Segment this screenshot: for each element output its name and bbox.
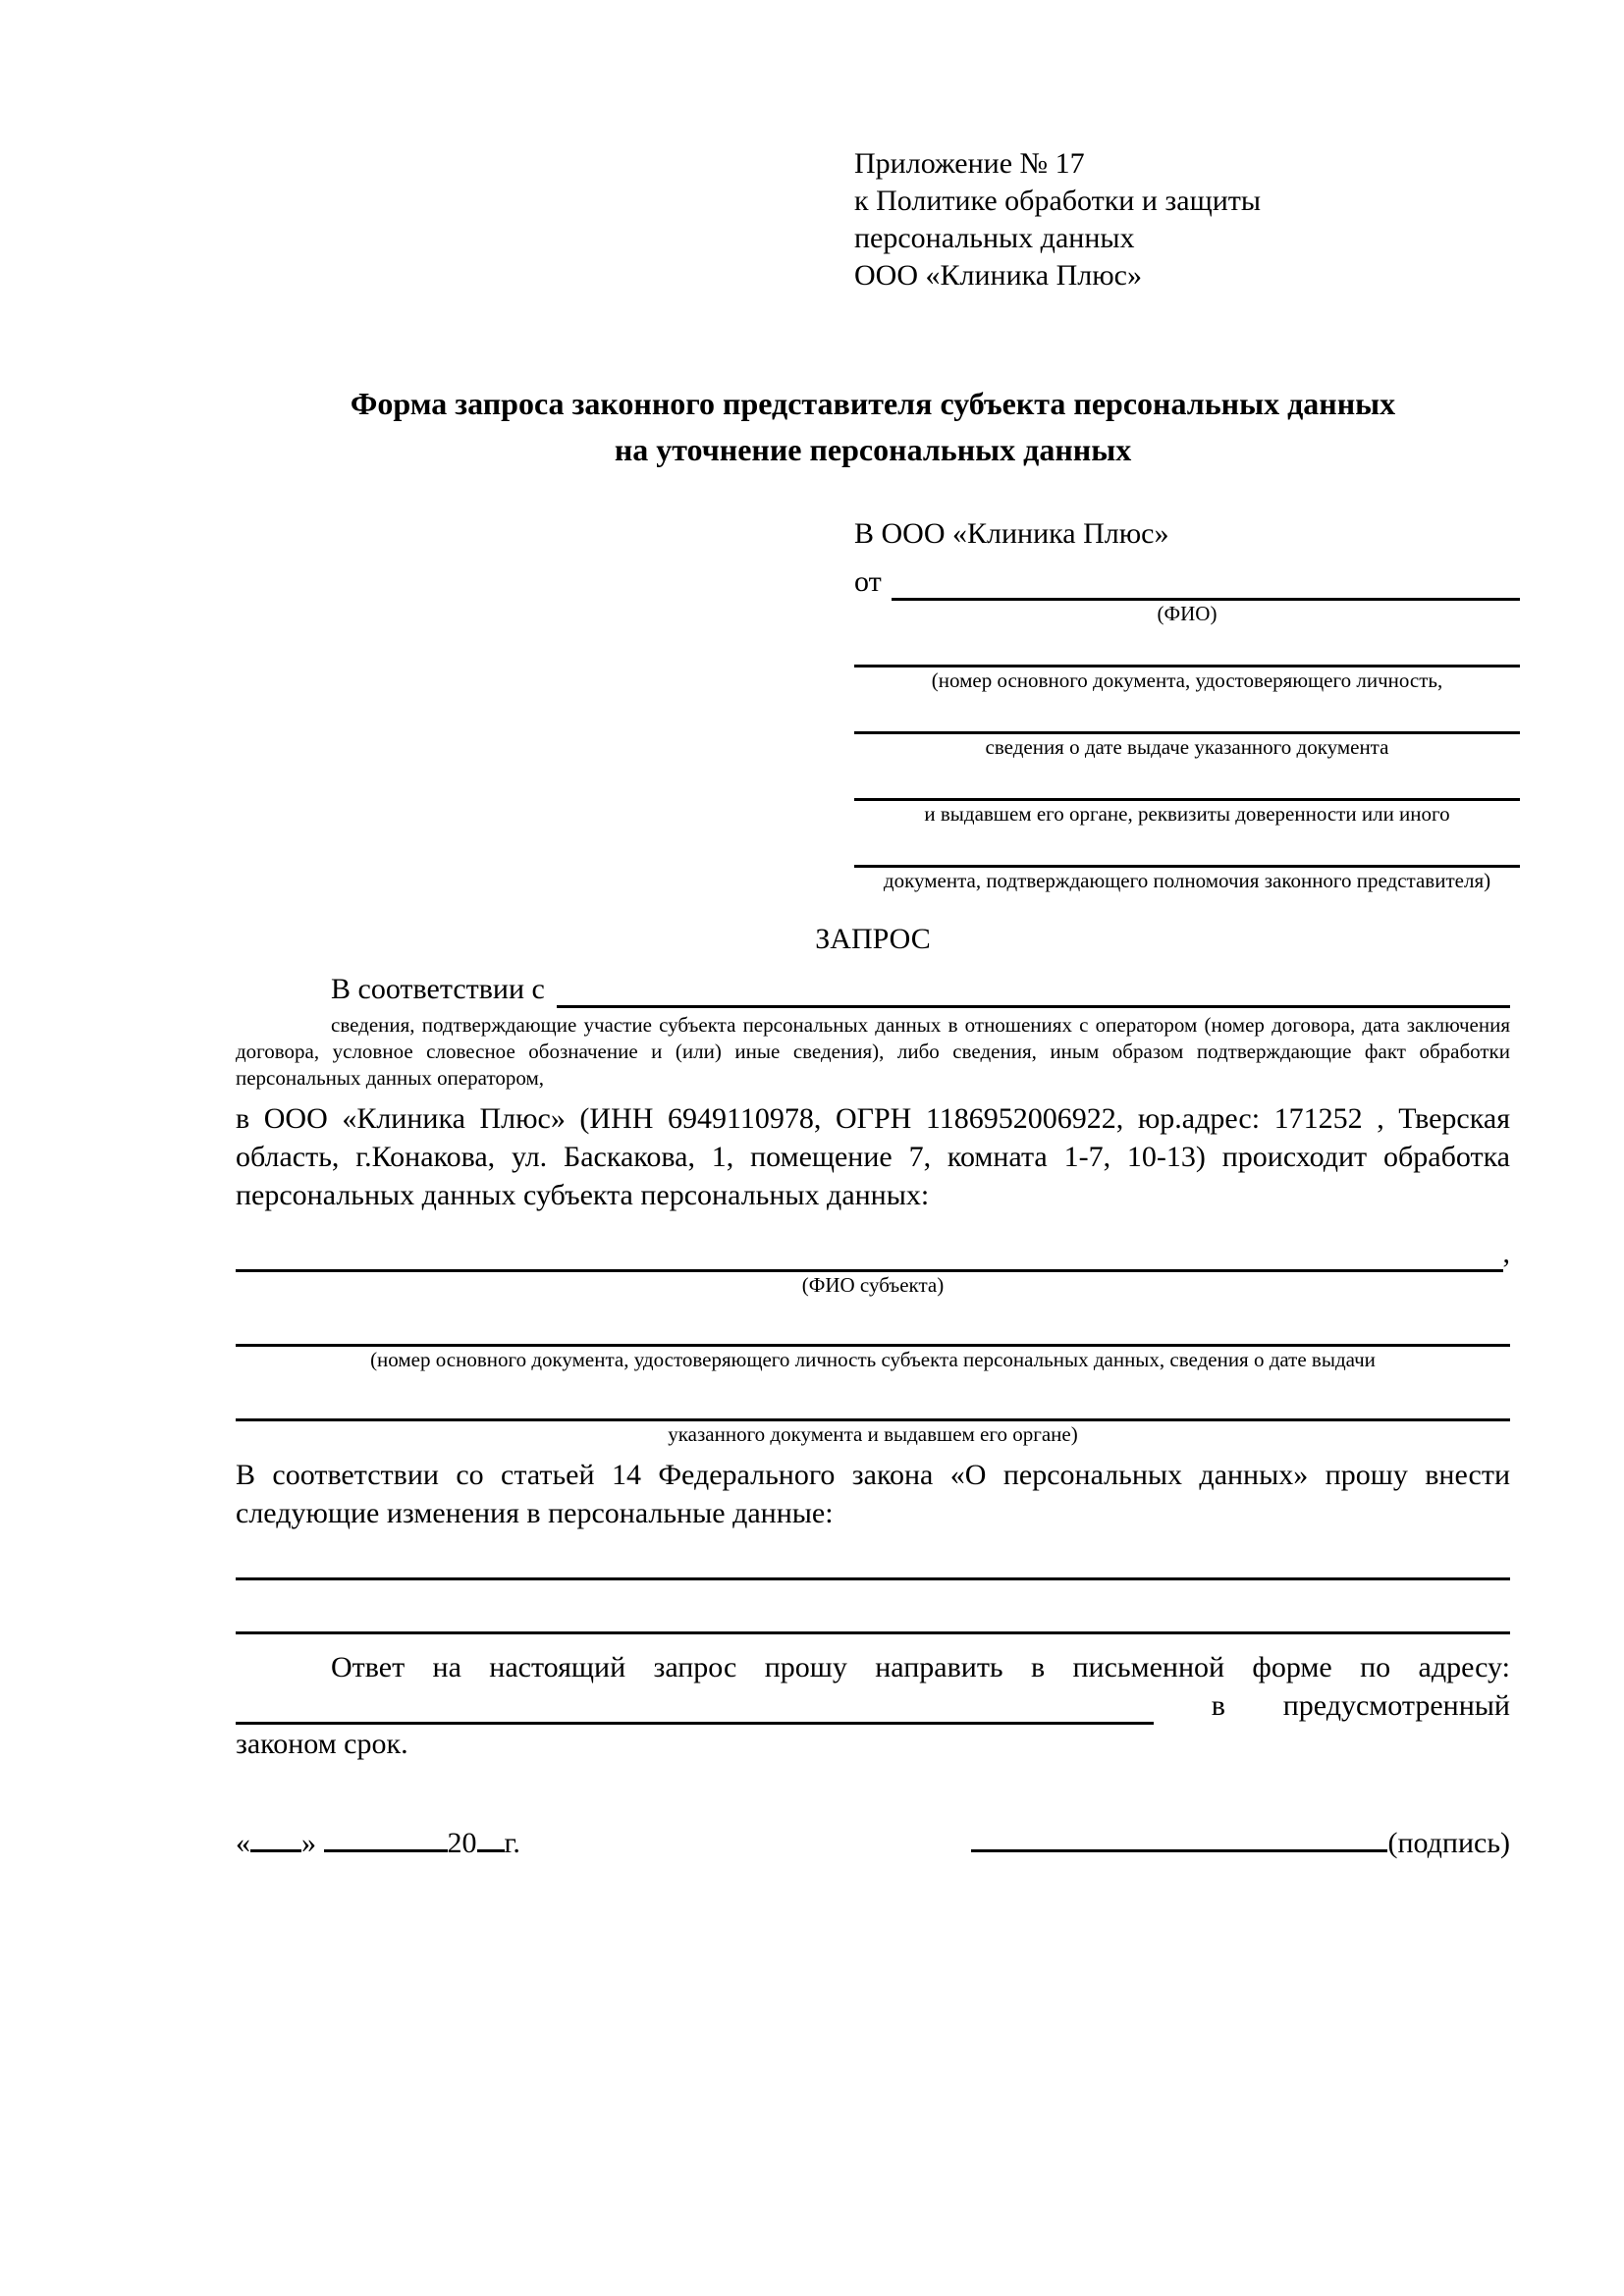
- representative-doc-blank-line: [854, 761, 1520, 801]
- day-blank-line: [250, 1820, 301, 1852]
- subject-doc-blank-line: [236, 1299, 1510, 1347]
- subject-fio-row: [236, 1234, 1510, 1272]
- appendix-note: [854, 145, 1510, 294]
- representative-fio-caption: (ФИО): [1157, 602, 1218, 625]
- according-blank-line: [557, 972, 1510, 1008]
- appendix-line: к Политике обработки и защиты: [854, 185, 1262, 217]
- representative-doc-pair: [854, 828, 1520, 894]
- open-quote: «: [236, 1827, 250, 1859]
- representative-fio-blank-line: [892, 564, 1520, 601]
- representative-doc-blank-line: [854, 627, 1520, 667]
- representative-doc-caption-4: документа, подтверждающего полномочия законного представителя): [883, 869, 1491, 892]
- document-title: [236, 381, 1510, 473]
- according-row: [236, 970, 1510, 1008]
- operator-paragraph: в ООО «Клиника Плюс» (ИНН 6949110978, ОГРН 1186952006922, юр.адрес: 171252 , Тверская область, г.Конакова, ул. Баскакова, 1, помещение 7, комната 1-7, 10-13) происходит обработка персональных данных субъекта персональных данных:: [236, 1102, 1510, 1211]
- representative-doc-blank-line: [854, 694, 1520, 734]
- appendix-line: ООО «Клиника Плюс»: [854, 259, 1142, 292]
- appendix-line: Приложение № 17: [854, 147, 1085, 180]
- subject-fio-blank-line: [236, 1236, 1503, 1272]
- representative-doc-caption-2: сведения о дате выдаче указанного документа: [985, 735, 1389, 759]
- reply-word-predusmotrenny: предусмотренный: [1282, 1689, 1510, 1722]
- date-signature-row: [236, 1820, 1510, 1862]
- document-title-line2: на уточнение персональных данных: [614, 432, 1132, 467]
- according-label: В соответствии с: [331, 973, 545, 1005]
- addressee-block: [854, 514, 1520, 894]
- reply-address-blank-line: [236, 1688, 1154, 1725]
- reply-word-v: в: [1211, 1689, 1225, 1722]
- representative-doc-blank-line: [854, 828, 1520, 868]
- reply-paragraph-line1: Ответ на настоящий запрос прошу направить в письменной форме по адресу:: [331, 1651, 1510, 1683]
- appendix-line: персональных данных: [854, 222, 1135, 254]
- representative-doc-caption-3: и выдавшем его органе, реквизиты доверенности или иного: [924, 802, 1450, 826]
- signature-caption: (подпись): [1387, 1827, 1510, 1859]
- year-blank-line: [477, 1820, 505, 1852]
- subject-fio-caption: (ФИО субъекта): [801, 1273, 945, 1297]
- reply-paragraph-line3: законом срок.: [236, 1728, 408, 1760]
- year-prefix: 20: [447, 1827, 477, 1859]
- representative-doc-caption-1: (номер основного документа, удостоверяющего личность,: [931, 668, 1443, 692]
- amendment-paragraph: В соответствии со статьей 14 Федерального закона «О персональных данных» прошу внести следующие изменения в персональные данные:: [236, 1459, 1510, 1529]
- signature-blank-line: [971, 1820, 1387, 1852]
- subject-doc-caption-1: (номер основного документа, удостоверяющего личность субъекта персональных данных, сведения о дате выдачи: [370, 1348, 1376, 1371]
- reply-paragraph-line2: [236, 1686, 1510, 1725]
- changes-blank-line-1: [236, 1532, 1510, 1580]
- changes-blank-line-2: [236, 1580, 1510, 1634]
- date-block: [236, 1820, 520, 1862]
- request-heading: ЗАПРОС: [815, 923, 931, 955]
- subject-doc-caption-2: указанного документа и выдавшем его органе): [668, 1422, 1078, 1446]
- from-label: от: [854, 565, 882, 598]
- representative-doc-pair: [854, 761, 1520, 828]
- representative-doc-pair: [854, 694, 1520, 761]
- close-quote: »: [301, 1827, 316, 1859]
- signature-block: [971, 1820, 1510, 1862]
- year-suffix: г.: [504, 1827, 520, 1859]
- subject-doc-blank-line: [236, 1373, 1510, 1421]
- according-footnote: сведения, подтверждающие участие субъекта персональных данных в отношениях с оператором (номер договора, дата заключения договора, условное словесное обозначение и (или) иные сведения), либо сведения, иным образом подтверждающие факт обработки персональных данных оператором,: [236, 1013, 1510, 1090]
- representative-doc-pair: [854, 627, 1520, 694]
- addressee-organization: В ООО «Клиника Плюс»: [854, 517, 1169, 550]
- from-row: [854, 562, 1520, 601]
- subject-fio-line-comma: ,: [1502, 1237, 1510, 1269]
- month-blank-line: [324, 1820, 448, 1852]
- document-title-line1: Форма запроса законного представителя субъекта персональных данных: [350, 386, 1396, 421]
